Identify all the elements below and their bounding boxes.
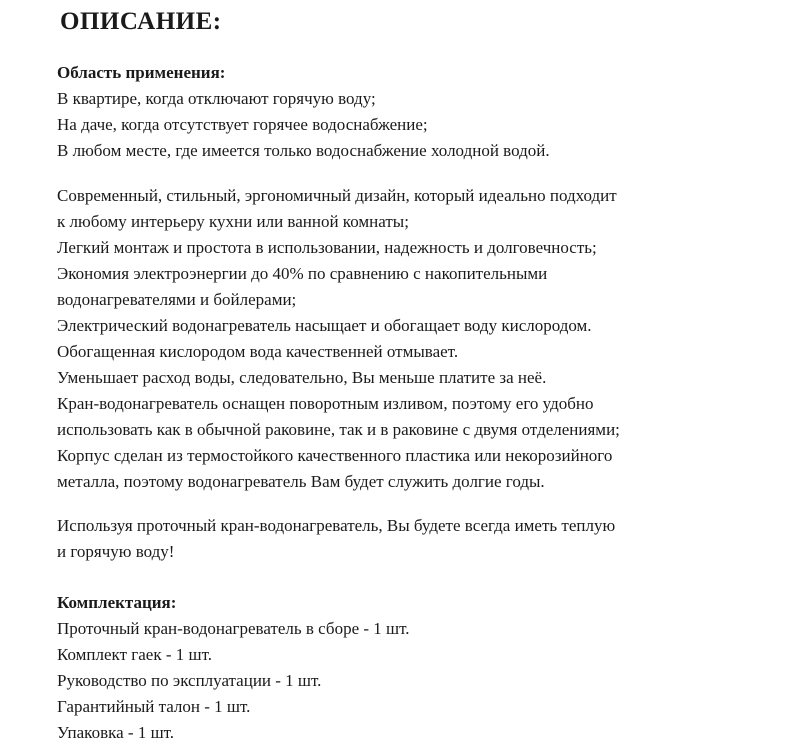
feature-line: Уменьшает расход воды, следовательно, Вы меньше платите за неё. xyxy=(57,368,547,387)
feature-line: к любому интерьеру кухни или ванной комнаты; xyxy=(57,212,409,231)
page-title: ОПИСАНИЕ: xyxy=(60,8,222,35)
feature-line: Экономия электроэнергии до 40% по сравнению с накопительными xyxy=(57,264,548,283)
feature-line: водонагревателями и бойлерами; xyxy=(57,290,297,309)
kit-item: Руководство по эксплуатации - 1 шт. xyxy=(57,671,322,690)
feature-line: металла, поэтому водонагреватель Вам будет служить долгие годы. xyxy=(57,472,545,491)
kit-item: Упаковка - 1 шт. xyxy=(57,723,175,742)
feature-line: Современный, стильный, эргономичный дизайн, который идеально подходит xyxy=(57,186,617,205)
feature-line: Легкий монтаж и простота в использовании, надежность и долговечность; xyxy=(57,238,597,257)
usage-line: На даче, когда отсутствует горячее водоснабжение; xyxy=(57,115,428,134)
kit-item: Комплект гаек - 1 шт. xyxy=(57,645,212,664)
usage-section xyxy=(57,60,797,164)
usage-heading: Область применения: xyxy=(57,63,226,82)
kit-item: Гарантийный талон - 1 шт. xyxy=(57,697,251,716)
closing-line: Используя проточный кран-водонагреватель, Вы будете всегда иметь теплую xyxy=(57,516,616,535)
closing-section xyxy=(57,513,797,565)
feature-line: Корпус сделан из термостойкого качественного пластика или некорозийного xyxy=(57,446,613,465)
usage-line: В квартире, когда отключают горячую воду; xyxy=(57,89,376,108)
feature-line: Электрический водонагреватель насыщает и обогащает воду кислородом. xyxy=(57,316,592,335)
kit-item: Проточный кран-водонагреватель в сборе - 1 шт. xyxy=(57,619,410,638)
closing-line: и горячую воду! xyxy=(57,542,175,561)
kit-heading: Комплектация: xyxy=(57,593,177,612)
kit-section xyxy=(57,590,797,746)
feature-line: использовать как в обычной раковине, так и в раковине с двумя отделениями; xyxy=(57,420,620,439)
features-section xyxy=(57,183,797,495)
feature-line: Обогащенная кислородом вода качественней отмывает. xyxy=(57,342,459,361)
feature-line: Кран-водонагреватель оснащен поворотным изливом, поэтому его удобно xyxy=(57,394,594,413)
usage-line: В любом месте, где имеется только водоснабжение холодной водой. xyxy=(57,141,550,160)
